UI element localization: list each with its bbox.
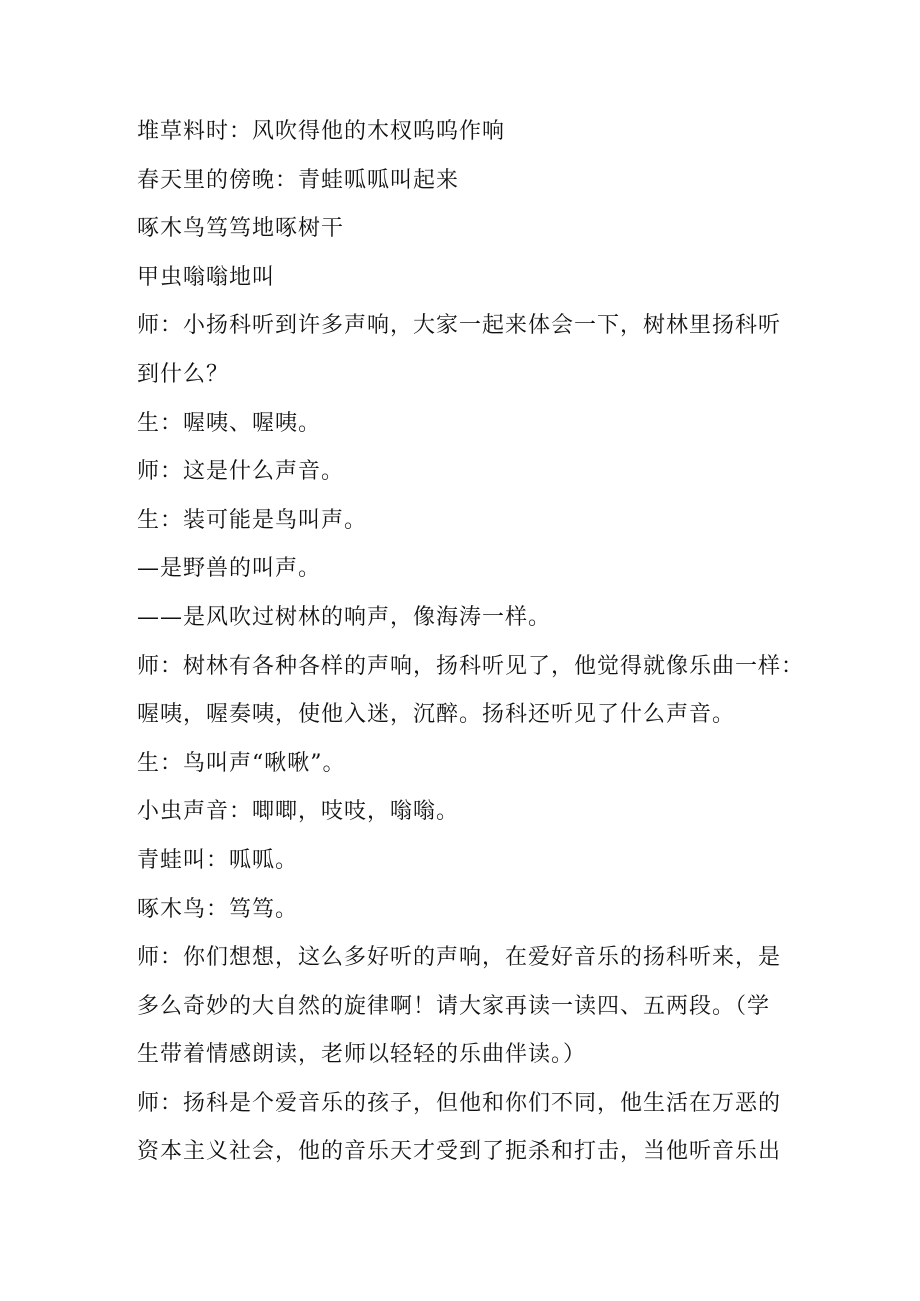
- text-line: 生带着情感朗读，老师以轻轻的乐曲伴读。）: [137, 1042, 587, 1068]
- text-line: 师：你们想想，这么多好听的声响，在爱好音乐的扬科听来，是: [137, 945, 782, 971]
- text-line: 生：装可能是鸟叫声。: [137, 507, 368, 533]
- text-line: 啄木鸟笃笃地啄树干: [137, 216, 345, 242]
- text-line: 师：扬科是个爱音乐的孩子，但他和你们不同，他生活在万恶的: [137, 1090, 782, 1116]
- text-line: 青蛙叫：呱呱。: [137, 847, 299, 873]
- text-line: 啄木鸟：笃笃。: [137, 896, 299, 922]
- text-line: 生：鸟叫声“啾啾”。: [137, 750, 346, 776]
- text-line: 资本主义社会，他的音乐天才受到了扼杀和打击，当他听音乐出: [137, 1139, 782, 1165]
- text-line: 多么奇妙的大自然的旋律啊！请大家再读一读四、五两段。（学: [137, 993, 771, 1019]
- text-line: 到什么？: [137, 361, 230, 387]
- text-line: 生：喔咦、喔咦。: [137, 410, 322, 436]
- text-line: 小虫声音：唧唧，吱吱，嗡嗡。: [137, 799, 460, 825]
- text-line: ——是风吹过树林的响声，像海涛一样。: [137, 604, 552, 630]
- text-line: 师：这是什么声音。: [137, 459, 345, 485]
- text-line: 春天里的傍晚：青蛙呱呱叫起来: [137, 167, 460, 193]
- text-line: —是野兽的叫声。: [137, 556, 322, 582]
- text-line: 师：树林有各种各样的声响，扬科听见了，他觉得就像乐曲一样：: [137, 653, 805, 679]
- body-text: [137, 108, 805, 1177]
- text-line: 师：小扬科听到许多声响，大家一起来体会一下，树林里扬科听: [137, 313, 782, 339]
- text-line: 甲虫嗡嗡地叫: [137, 264, 276, 290]
- text-line: 喔咦，喔奏咦，使他入迷，沉醉。扬科还听见了什么声音。: [137, 702, 736, 728]
- text-line: 堆草料时：风吹得他的木杈呜呜作响: [137, 119, 506, 144]
